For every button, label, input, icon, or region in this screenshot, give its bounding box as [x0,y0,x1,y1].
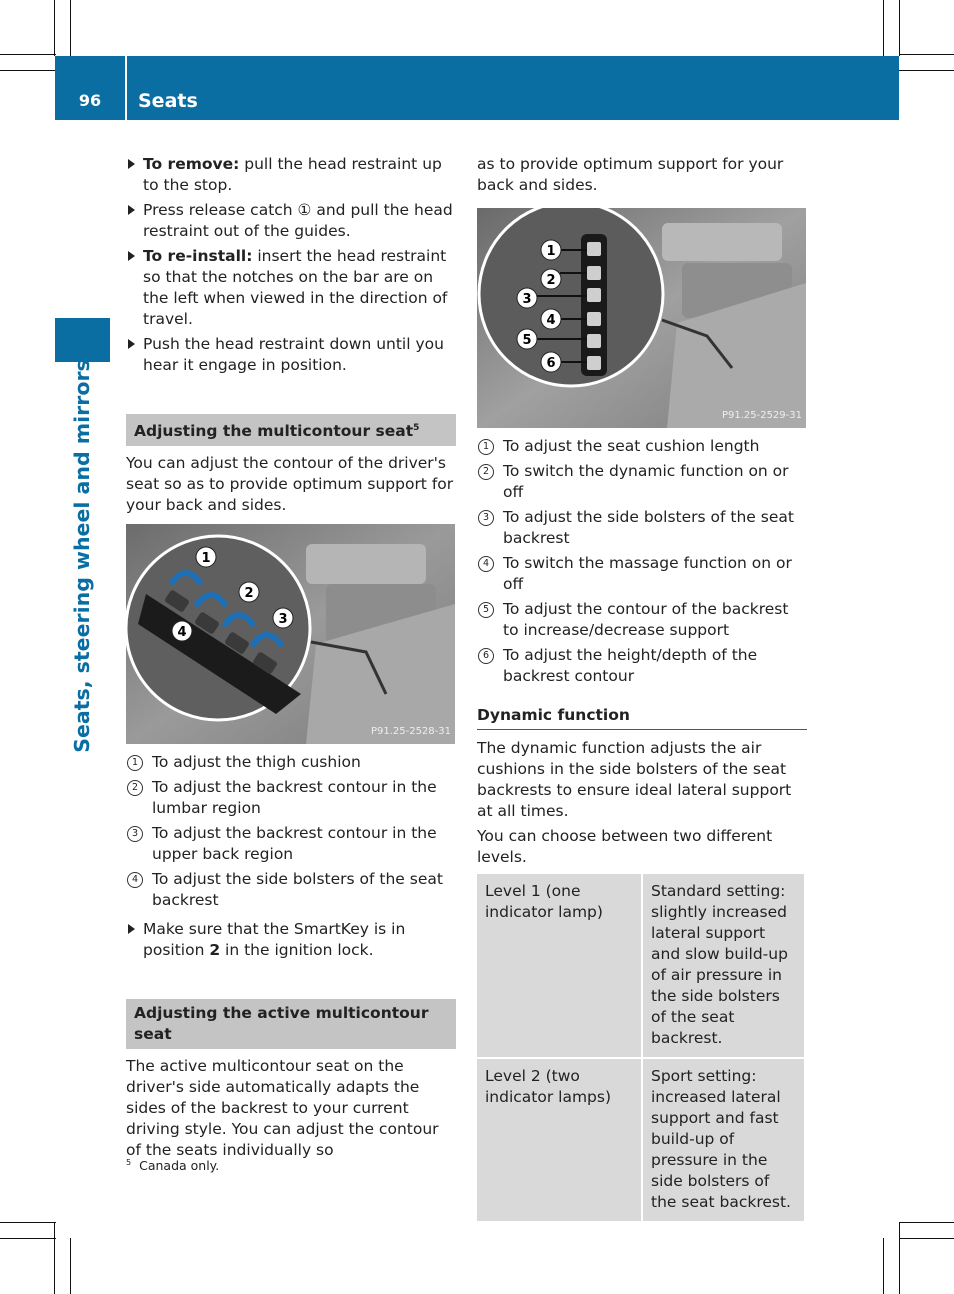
crop-mark [54,0,55,56]
legend-item: 6 To adjust the height/depth of the backrest contour [477,645,807,687]
instruction-push-down: Push the head restraint down until you hear it engage in position. [126,334,456,376]
svg-text:1: 1 [546,244,556,259]
svg-text:4: 4 [177,625,187,641]
svg-text:4: 4 [546,313,556,328]
crop-mark [0,1222,56,1223]
arrow-icon [128,159,135,169]
multicontour-controls-photo [126,524,455,744]
chapter-tab [55,318,110,362]
chapter-side-label: Seats, steering wheel and mirrors [70,359,94,753]
crop-mark [70,0,71,56]
crop-mark [899,1238,954,1239]
crop-mark [899,54,954,55]
right-column [477,154,807,1223]
legend-item: 5 To adjust the contour of the backrest to increase/decrease support [477,599,807,641]
seat-control-illustration [477,208,806,428]
section-text: The active multicontour seat on the driver's side automatically adapts the sides of the backrest to your current driving style. You can adjust the contour of the seats individually so [126,1057,439,1160]
crop-mark [0,1238,56,1239]
legend-item: 1 To adjust the seat cushion length [477,436,807,457]
level-cell: Level 1 (one indicator lamp) [477,874,641,1057]
svg-text:2: 2 [244,586,254,602]
dynamic-levels-table [475,872,806,1223]
arrow-icon [128,924,135,934]
dynamic-function-heading: Dynamic function [477,705,807,730]
footnote: $^5$ Canada only. [126,1158,220,1174]
crop-mark [0,70,56,71]
legend-item: 4 To adjust the side bolsters of the seat backrest [126,869,456,911]
level-cell: Level 2 (two indicator lamps) [477,1059,641,1221]
crop-mark [883,0,884,56]
arrow-icon [128,205,135,215]
svg-text:3: 3 [278,612,288,628]
legend-item: 2 To adjust the backrest contour in the lumbar region [126,777,456,819]
legend-item: 2 To switch the dynamic function on or off [477,461,807,503]
seat-control-illustration [126,524,455,744]
svg-text:2: 2 [546,273,556,288]
setting-cell: Sport setting: increased lateral support and fast build-up of pressure in the side bolsters of the seat backrest. [643,1059,804,1221]
continued-text: as to provide optimum support for your back and sides. [477,155,784,194]
table-row [477,1059,804,1221]
crop-mark [883,1238,884,1294]
image-code: P91.25-2528-31 [370,726,451,738]
section-intro: You can adjust the contour of the driver's seat so as to provide optimum support for your back and sides. [126,454,454,515]
dynamic-function-text: The dynamic function adjusts the air cushions in the side bolsters of the seat backrests to ensure ideal lateral support at all times. [477,739,792,820]
chapter-title: Seats [138,90,198,112]
active-multicontour-controls-photo [477,208,806,428]
instruction-release-catch: Press release catch ① and pull the head restraint out of the guides. [126,200,456,242]
section-heading-multicontour: Adjusting the multicontour seat$^5$ [126,414,456,446]
instruction-remove: To remove: pull the head restraint up to the stop. [126,154,456,196]
legend-item: 4 To switch the massage function on or off [477,553,807,595]
arrow-icon [128,251,135,261]
svg-text:3: 3 [522,292,532,307]
crop-mark [0,54,56,55]
legend-item: 3 To adjust the side bolsters of the seat backrest [477,507,807,549]
svg-text:6: 6 [546,356,556,371]
legend-item: 1 To adjust the thigh cushion [126,752,456,773]
image-code: P91.25-2529-31 [721,410,802,421]
crop-mark [899,1222,900,1294]
crop-mark [899,0,900,56]
svg-text:5: 5 [522,333,532,348]
left-column [126,154,456,1165]
crop-mark [70,1238,71,1294]
header-divider [125,56,127,120]
crop-mark [899,70,954,71]
crop-mark [54,1222,55,1294]
legend-item: 3 To adjust the backrest contour in the upper back region [126,823,456,865]
dynamic-function-levels-text: You can choose between two different levels. [477,827,773,866]
table-row [477,874,804,1057]
crop-mark [899,1222,954,1223]
page-number: 96 [78,91,102,110]
arrow-icon [128,339,135,349]
instruction-smartkey: Make sure that the SmartKey is in position 2 in the ignition lock. [126,919,456,961]
section-heading-active-multicontour: Adjusting the active multicontour seat [126,999,456,1049]
setting-cell: Standard setting: slightly increased lateral support and slow build-up of air pressure in the side bolsters of the seat backrest. [643,874,804,1057]
svg-text:1: 1 [201,551,211,567]
instruction-reinstall: To re-install: insert the head restraint so that the notches on the bar are on the left when viewed in the direction of travel. [126,246,456,330]
